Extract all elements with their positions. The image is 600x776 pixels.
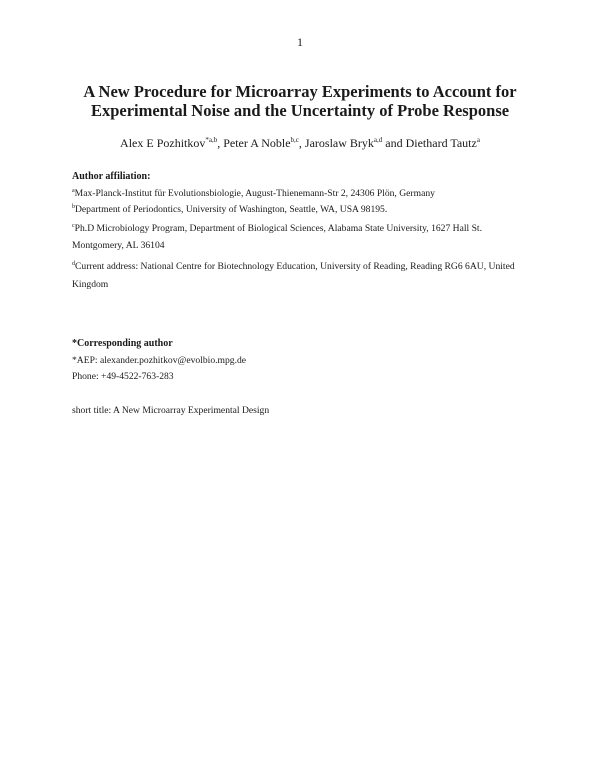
author-separator: , <box>298 136 305 150</box>
affiliation-item <box>72 203 532 216</box>
author-name: Jaroslaw Bryk <box>304 136 374 150</box>
affiliation-marker: b <box>72 204 75 210</box>
affiliation-item <box>72 220 532 255</box>
affiliation-text: Ph.D Microbiology Program, Department of Biological Sciences, Alabama State University, 1627 Hall St. Montgomery, AL 36104 <box>72 222 482 251</box>
corresponding-section <box>72 336 532 386</box>
corresponding-phone: Phone: +49-4522-763-283 <box>72 371 174 382</box>
author-affiliation-marker: b,c <box>290 136 299 144</box>
affiliation-item <box>72 258 532 293</box>
author-name: Diethard Tautz <box>405 136 477 150</box>
author-affiliation-marker: a,d <box>373 136 383 144</box>
author-separator: and <box>382 136 406 150</box>
affiliation-section <box>72 170 532 297</box>
affiliation-heading: Author affiliation: <box>72 171 151 182</box>
affiliation-text: Department of Periodontics, University of Washington, Seattle, WA, USA 98195. <box>75 204 388 215</box>
short-title: short title: A New Microarray Experimental Design <box>72 405 270 416</box>
affiliation-marker: c <box>72 222 75 229</box>
paper-title <box>60 82 540 120</box>
author-name: Peter A Noble <box>223 136 291 150</box>
affiliation-marker: a <box>72 187 75 194</box>
author-separator: , <box>217 136 224 150</box>
corresponding-heading: *Corresponding author <box>72 338 173 349</box>
page-number: 1 <box>297 35 303 49</box>
author-affiliation-marker: *a,b <box>205 136 218 144</box>
title-line-2: Experimental Noise and the Uncertainty of Probe Response <box>90 101 510 120</box>
author-name: Alex E Pozhitkov <box>120 136 206 150</box>
title-line-1: A New Procedure for Microarray Experiments to Account for <box>83 82 517 101</box>
affiliation-item <box>72 187 532 200</box>
corresponding-email: *AEP: alexander.pozhitkov@evolbio.mpg.de <box>72 354 247 366</box>
affiliation-marker: d <box>72 261 75 267</box>
author-affiliation-marker: a <box>476 136 480 144</box>
affiliation-text: Current address: National Centre for Biotechnology Education, University of Reading, Reading RG6 6AU, United Kingdom <box>72 261 515 290</box>
author-list <box>0 136 600 151</box>
affiliation-text: Max-Planck-Institut für Evolutionsbiologie, August-Thienemann-Str 2, 24306 Plön, Germany <box>74 187 435 199</box>
